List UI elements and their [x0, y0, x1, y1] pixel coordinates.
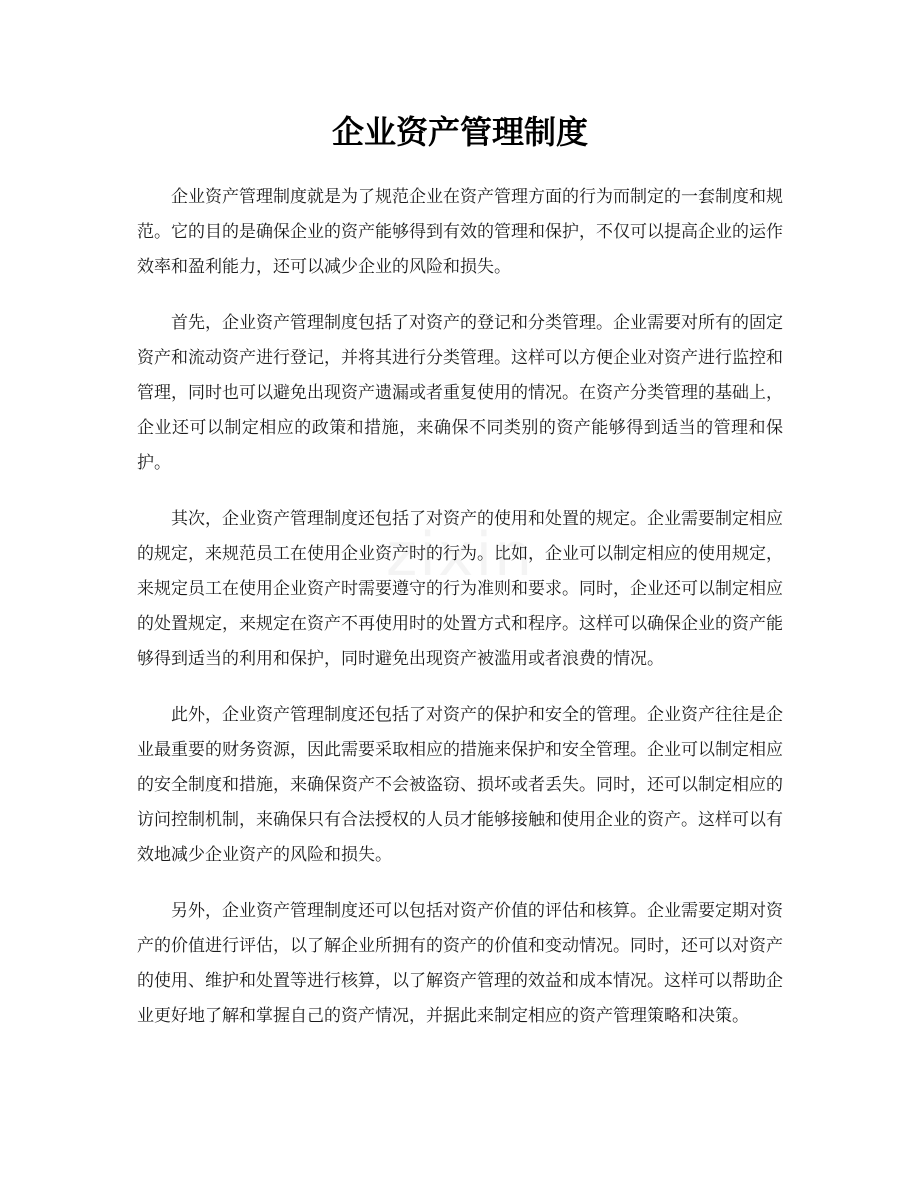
document-title: 企业资产管理制度: [331, 113, 588, 151]
paragraph-intro: 企业资产管理制度就是为了规范企业在资产管理方面的行为而制定的一套制度和规范。它的目的是确保企业的资产能够得到有效的管理和保护，不仅可以提高企业的运作效率和盈利能力，还可以减少企业的风险和损失。: [137, 187, 783, 277]
paragraph-protection-security: 此外，企业资产管理制度还包括了对资产的保护和安全的管理。企业资产往往是企业最重要的财务资源，因此需要采取相应的措施来保护和安全管理。企业可以制定相应的安全制度和措施，来确保资产不会被盗窃、损坏或者丢失。同时，还可以制定相应的访问控制机制，来确保只有合法授权的人员才能够接触和使用企业的资产。这样可以有效地减少企业资产的风险和损失。: [137, 705, 783, 865]
paragraph-usage-disposal: 其次，企业资产管理制度还包括了对资产的使用和处置的规定。企业需要制定相应的规定，来规范员工在使用企业资产时的行为。比如，企业可以制定相应的使用规定，来规定员工在使用企业资产时需要遵守的行为准则和要求。同时，企业还可以制定相应的处置规定，来规定在资产不再使用时的处置方式和程序。这样可以确保企业的资产能够得到适当的利用和保护，同时避免出现资产被滥用或者浪费的情况。: [137, 509, 783, 669]
paragraph-registration: 首先，企业资产管理制度包括了对资产的登记和分类管理。企业需要对所有的固定资产和流动资产进行登记，并将其进行分类管理。这样可以方便企业对资产进行监控和管理，同时也可以避免出现资产遗漏或者重复使用的情况。在资产分类管理的基础上，企业还可以制定相应的政策和措施，来确保不同类别的资产能够得到适当的管理和保护。: [137, 313, 783, 473]
document-body: [137, 180, 783, 1055]
paragraph-valuation: 另外，企业资产管理制度还可以包括对资产价值的评估和核算。企业需要定期对资产的价值进行评估，以了解企业所拥有的资产的价值和变动情况。同时，还可以对资产的使用、维护和处置等进行核算，以了解资产管理的效益和成本情况。这样可以帮助企业更好地了解和掌握自己的资产情况，并据此来制定相应的资产管理策略和决策。: [137, 901, 783, 1026]
